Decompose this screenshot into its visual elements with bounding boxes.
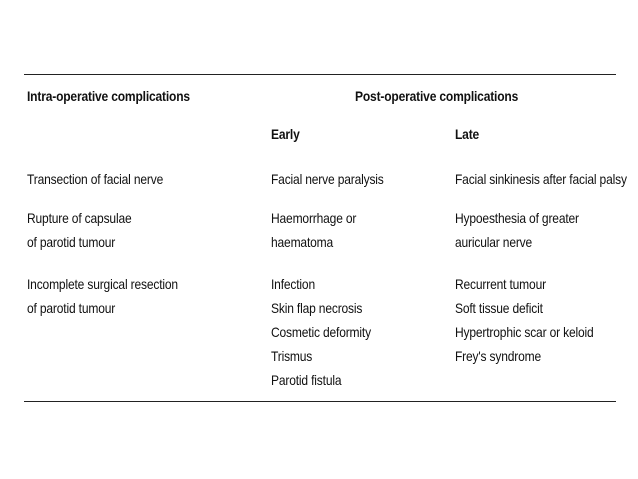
cell-line: Haemorrhage or [271,210,357,226]
row-2-intra-cell [27,206,132,254]
row-2-early-cell [271,206,356,254]
cell-line: Infection [271,276,315,292]
cell-line: Frey's syndrome [455,348,542,364]
cell-line: Parotid fistula [271,372,342,388]
row-1-intra-cell [27,167,163,191]
header-early: Early [271,126,300,142]
header-post-operative: Post-operative complications [355,88,519,104]
row-3-early-cell [271,272,371,392]
cell-line: of parotid tumour [27,300,116,316]
cell-line: of parotid tumour [27,234,116,250]
table-bottom-rule [24,401,616,402]
cell-line: Facial sinkinesis after facial palsy [455,171,627,187]
cell-line: Hypertrophic scar or keloid [455,324,594,340]
cell-line: Trismus [271,348,313,364]
row-2-late-cell [455,206,579,254]
row-1-early-cell [271,167,384,191]
cell-line: auricular nerve [455,234,533,250]
cell-line: Skin flap necrosis [271,300,363,316]
cell-line: Rupture of capsulae [27,210,132,226]
row-3-intra-cell [27,272,178,320]
cell-line: Soft tissue deficit [455,300,543,316]
cell-line: Recurrent tumour [455,276,546,292]
cell-line: haematoma [271,234,334,250]
cell-line: Incomplete surgical resection [27,276,178,292]
header-late: Late [455,126,480,142]
row-1-late-cell [455,167,627,191]
row-3-late-cell [455,272,594,368]
cell-line: Transection of facial nerve [27,171,164,187]
cell-line: Cosmetic deformity [271,324,371,340]
table-top-rule [24,74,616,75]
cell-line: Hypoesthesia of greater [455,210,579,226]
cell-line: Facial nerve paralysis [271,171,384,187]
header-intra-operative: Intra-operative complications [27,88,190,104]
